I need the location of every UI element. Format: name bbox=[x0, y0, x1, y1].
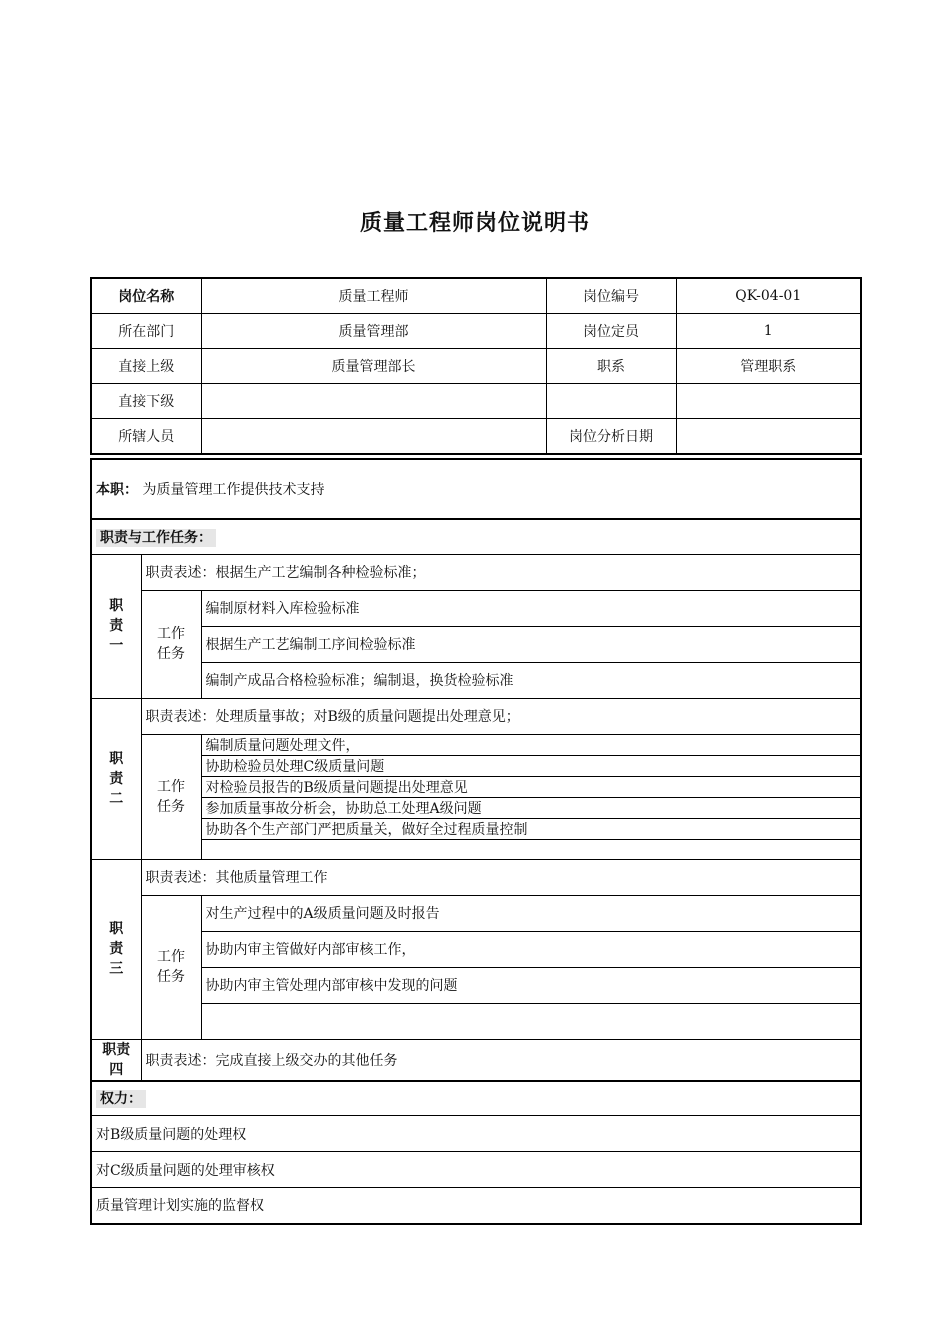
table-row bbox=[91, 698, 861, 734]
table-row bbox=[91, 1152, 861, 1188]
table-row bbox=[91, 1188, 861, 1224]
table-row bbox=[91, 459, 861, 519]
department-value: 质量管理部 bbox=[201, 314, 546, 349]
basic-info-table bbox=[90, 277, 862, 455]
duty-3-task-3: 协助内审主管处理内部审核中发现的问题 bbox=[201, 967, 861, 1003]
page-title: 质量工程师岗位说明书 bbox=[359, 211, 590, 236]
duty-2-desc: 职责表述：处理质量事故；对B级的质量问题提出处理意见； bbox=[141, 698, 861, 734]
table-row bbox=[91, 797, 861, 818]
table-row bbox=[91, 967, 861, 1003]
table-row bbox=[91, 818, 861, 839]
staff-value bbox=[201, 419, 546, 455]
duty-label-text: 职责四 bbox=[102, 1041, 131, 1078]
duty-label-text: 职责二 bbox=[109, 750, 124, 807]
duty-2-task-5: 协助各个生产部门严把质量关，做好全过程质量控制 bbox=[201, 818, 861, 839]
duty-2-task-label bbox=[141, 734, 201, 859]
table-row bbox=[91, 1003, 861, 1039]
right-item-1: 对B级质量问题的处理权 bbox=[91, 1116, 861, 1152]
table-row bbox=[91, 590, 861, 626]
empty-cell bbox=[546, 384, 676, 419]
empty-cell bbox=[676, 384, 861, 419]
superior-label: 直接上级 bbox=[91, 349, 201, 384]
task-label-text: 工作任务 bbox=[157, 778, 185, 815]
table-row bbox=[91, 895, 861, 931]
position-name-label: 岗位名称 bbox=[91, 278, 201, 314]
table-row bbox=[91, 859, 861, 895]
duty-3-task-4 bbox=[201, 1003, 861, 1039]
duty-1-task-2: 根据生产工艺编制工序间检验标准 bbox=[201, 626, 861, 662]
table-row bbox=[91, 1116, 861, 1152]
position-number-label: 岗位编号 bbox=[546, 278, 676, 314]
duty-1-task-3: 编制产成品合格检验标准；编制退，换货检验标准 bbox=[201, 662, 861, 698]
duty-3-label bbox=[91, 859, 141, 1039]
duty-3-task-label bbox=[141, 895, 201, 1039]
rights-header: 权力： bbox=[96, 1090, 146, 1108]
right-item-3: 质量管理计划实施的监督权 bbox=[91, 1188, 861, 1224]
table-row bbox=[91, 839, 861, 859]
duty-2-task-6 bbox=[201, 839, 861, 859]
analysis-date-label: 岗位分析日期 bbox=[546, 419, 676, 455]
duty-4-label bbox=[91, 1039, 141, 1081]
table-row bbox=[91, 931, 861, 967]
rights-header-cell bbox=[91, 1081, 861, 1116]
duty-2-task-1: 编制质量问题处理文件， bbox=[201, 734, 861, 755]
duty-label-text: 职责一 bbox=[109, 598, 124, 654]
table-row bbox=[91, 278, 861, 314]
duty-3-task-2: 协助内审主管做好内部审核工作， bbox=[201, 931, 861, 967]
duty-2-task-4: 参加质量事故分析会，协助总工处理A级问题 bbox=[201, 797, 861, 818]
table-row bbox=[91, 419, 861, 455]
duty-3-task-1: 对生产过程中的A级质量问题及时报告 bbox=[201, 895, 861, 931]
duty-1-label bbox=[91, 554, 141, 698]
right-item-2: 对C级质量问题的处理审核权 bbox=[91, 1152, 861, 1188]
main-duty-label: 本职： bbox=[96, 482, 138, 498]
duty-2-task-2: 协助检验员处理C级质量问题 bbox=[201, 755, 861, 776]
table-row bbox=[91, 554, 861, 590]
position-number-value: QK-04-01 bbox=[676, 278, 861, 314]
department-label: 所在部门 bbox=[91, 314, 201, 349]
duties-header-cell bbox=[91, 519, 861, 554]
table-row bbox=[91, 384, 861, 419]
position-name-value: 质量工程师 bbox=[201, 278, 546, 314]
quota-value: 1 bbox=[676, 314, 861, 349]
duty-3-desc: 职责表述：其他质量管理工作 bbox=[141, 859, 861, 895]
table-row bbox=[91, 1039, 861, 1081]
main-duty-text: 为质量管理工作提供技术支持 bbox=[142, 482, 325, 498]
task-label-text: 工作任务 bbox=[157, 626, 185, 662]
subordinate-value bbox=[201, 384, 546, 419]
table-row bbox=[91, 776, 861, 797]
task-label-text: 工作任务 bbox=[157, 949, 185, 985]
table-row bbox=[91, 349, 861, 384]
duty-label-text: 职责三 bbox=[109, 921, 124, 977]
staff-label: 所辖人员 bbox=[91, 419, 201, 455]
duties-header: 职责与工作任务： bbox=[96, 529, 216, 547]
duty-2-task-3: 对检验员报告的B级质量问题提出处理意见 bbox=[201, 776, 861, 797]
table-row bbox=[91, 734, 861, 755]
table-row bbox=[91, 1081, 861, 1116]
series-value: 管理职系 bbox=[676, 349, 861, 384]
table-row bbox=[91, 519, 861, 554]
table-row bbox=[91, 314, 861, 349]
main-duty-cell bbox=[91, 459, 861, 519]
duties-table bbox=[90, 458, 862, 1225]
table-row bbox=[91, 626, 861, 662]
duty-1-task-1: 编制原材料入库检验标准 bbox=[201, 590, 861, 626]
table-row bbox=[91, 662, 861, 698]
duty-1-desc: 职责表述：根据生产工艺编制各种检验标准； bbox=[141, 554, 861, 590]
table-row bbox=[91, 755, 861, 776]
superior-value: 质量管理部长 bbox=[201, 349, 546, 384]
duty-4-desc: 职责表述：完成直接上级交办的其他任务 bbox=[141, 1039, 861, 1081]
series-label: 职系 bbox=[546, 349, 676, 384]
quota-label: 岗位定员 bbox=[546, 314, 676, 349]
duty-2-label bbox=[91, 698, 141, 859]
analysis-date-value bbox=[676, 419, 861, 455]
duty-1-task-label bbox=[141, 590, 201, 698]
subordinate-label: 直接下级 bbox=[91, 384, 201, 419]
